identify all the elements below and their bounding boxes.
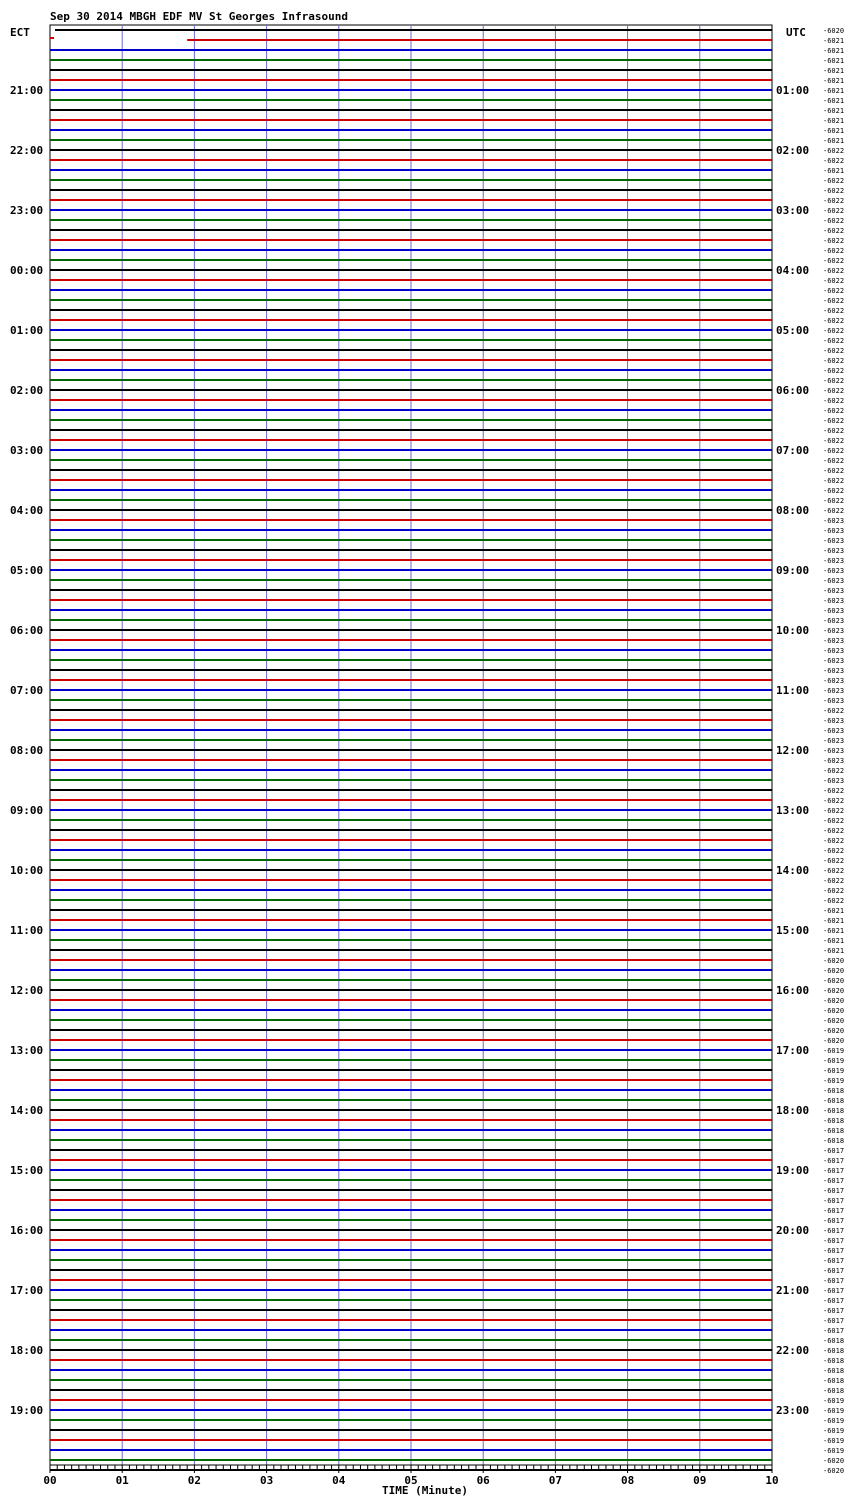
trace-offset-label: -6021 xyxy=(823,947,845,955)
trace-offset-label: -6018 xyxy=(823,1107,845,1115)
right-hour-label: 16:00 xyxy=(776,984,810,997)
right-hour-label: 03:00 xyxy=(776,204,810,217)
left-hour-label: 00:00 xyxy=(10,264,44,277)
trace-offset-label: -6023 xyxy=(823,697,845,705)
trace-offset-label: -6020 xyxy=(823,1037,845,1045)
trace-offset-label: -6022 xyxy=(823,837,845,845)
trace-offset-label: -6022 xyxy=(823,427,845,435)
trace-offset-label: -6022 xyxy=(823,177,845,185)
trace-offset-label: -6018 xyxy=(823,1367,845,1375)
left-hour-label: 21:00 xyxy=(10,84,44,97)
trace-offset-label: -6023 xyxy=(823,627,845,635)
trace-offset-label: -6018 xyxy=(823,1357,845,1365)
trace-offset-label: -6021 xyxy=(823,137,845,145)
x-tick-label: 04 xyxy=(332,1474,346,1487)
left-hour-label: 22:00 xyxy=(10,144,44,157)
x-tick-label: 03 xyxy=(259,1474,274,1487)
trace-offset-label: -6018 xyxy=(823,1337,845,1345)
trace-offset-label: -6022 xyxy=(823,867,845,875)
left-hour-label: 11:00 xyxy=(10,924,44,937)
trace-offset-label: -6022 xyxy=(823,767,845,775)
trace-offset-label: -6018 xyxy=(823,1127,845,1135)
trace-offset-label: -6022 xyxy=(823,487,845,495)
trace-offset-label: -6023 xyxy=(823,567,845,575)
trace-offset-label: -6017 xyxy=(823,1167,845,1175)
trace-offset-label: -6023 xyxy=(823,737,845,745)
trace-offset-label: -6021 xyxy=(823,57,845,65)
right-hour-label: 09:00 xyxy=(776,564,810,577)
trace-offset-label: -6017 xyxy=(823,1287,845,1295)
trace-offset-label: -6021 xyxy=(823,87,845,95)
trace-offset-label: -6022 xyxy=(823,287,845,295)
trace-offset-label: -6022 xyxy=(823,457,845,465)
trace-offset-label: -6021 xyxy=(823,117,845,125)
trace-offset-label: -6022 xyxy=(823,447,845,455)
trace-offset-label: -6019 xyxy=(823,1437,845,1445)
trace-offset-label: -6019 xyxy=(823,1067,845,1075)
trace-offset-label: -6023 xyxy=(823,597,845,605)
trace-offset-label: -6021 xyxy=(823,167,845,175)
trace-offset-label: -6022 xyxy=(823,367,845,375)
right-hour-label: 14:00 xyxy=(776,864,810,877)
right-hour-label: 12:00 xyxy=(776,744,810,757)
trace-offset-label: -6023 xyxy=(823,517,845,525)
trace-offset-label: -6023 xyxy=(823,617,845,625)
trace-offset-label: -6022 xyxy=(823,877,845,885)
trace-offset-label: -6022 xyxy=(823,787,845,795)
left-hour-label: 16:00 xyxy=(10,1224,44,1237)
trace-offset-label: -6017 xyxy=(823,1217,845,1225)
trace-offset-label: -6021 xyxy=(823,907,845,915)
trace-offset-label: -6023 xyxy=(823,717,845,725)
trace-offset-label: -6022 xyxy=(823,507,845,515)
trace-offset-label: -6022 xyxy=(823,887,845,895)
trace-offset-label: -6020 xyxy=(823,27,845,35)
trace-offset-label: -6017 xyxy=(823,1237,845,1245)
x-tick-label: 01 xyxy=(115,1474,129,1487)
x-tick-label: 09 xyxy=(693,1474,707,1487)
trace-offset-label: -6018 xyxy=(823,1387,845,1395)
trace-offset-label: -6017 xyxy=(823,1157,845,1165)
trace-offset-label: -6022 xyxy=(823,807,845,815)
left-hour-label: 09:00 xyxy=(10,804,44,817)
trace-offset-label: -6017 xyxy=(823,1197,845,1205)
trace-offset-label: -6019 xyxy=(823,1417,845,1425)
trace-offset-label: -6021 xyxy=(823,127,845,135)
x-tick-label: 00 xyxy=(43,1474,57,1487)
x-tick-label: 05 xyxy=(404,1474,418,1487)
trace-offset-label: -6017 xyxy=(823,1187,845,1195)
trace-offset-label: -6023 xyxy=(823,667,845,675)
x-tick-label: 07 xyxy=(548,1474,563,1487)
left-hour-label: 02:00 xyxy=(10,384,44,397)
trace-offset-label: -6022 xyxy=(823,417,845,425)
right-hour-label: 15:00 xyxy=(776,924,810,937)
trace-offset-label: -6023 xyxy=(823,777,845,785)
trace-offset-label: -6022 xyxy=(823,207,845,215)
trace-offset-label: -6020 xyxy=(823,967,845,975)
trace-offset-label: -6023 xyxy=(823,607,845,615)
right-hour-label: 10:00 xyxy=(776,624,810,637)
trace-offset-label: -6022 xyxy=(823,247,845,255)
trace-offset-label: -6017 xyxy=(823,1267,845,1275)
trace-offset-label: -6023 xyxy=(823,747,845,755)
trace-offset-label: -6023 xyxy=(823,527,845,535)
trace-offset-label: -6021 xyxy=(823,97,845,105)
right-hour-label: 13:00 xyxy=(776,804,810,817)
trace-offset-label: -6022 xyxy=(823,197,845,205)
trace-offset-label: -6021 xyxy=(823,107,845,115)
trace-offset-label: -6018 xyxy=(823,1087,845,1095)
trace-offset-label: -6021 xyxy=(823,37,845,45)
right-hour-label: 07:00 xyxy=(776,444,810,457)
trace-offset-label: -6022 xyxy=(823,317,845,325)
trace-offset-label: -6022 xyxy=(823,707,845,715)
trace-offset-label: -6023 xyxy=(823,757,845,765)
trace-offset-label: -6023 xyxy=(823,657,845,665)
trace-offset-label: -6018 xyxy=(823,1377,845,1385)
left-hour-label: 17:00 xyxy=(10,1284,44,1297)
x-tick-label: 10 xyxy=(765,1474,779,1487)
trace-offset-label: -6019 xyxy=(823,1397,845,1405)
right-hour-label: 11:00 xyxy=(776,684,810,697)
trace-offset-label: -6022 xyxy=(823,857,845,865)
trace-offset-label: -6022 xyxy=(823,267,845,275)
right-hour-label: 18:00 xyxy=(776,1104,810,1117)
trace-offset-label: -6022 xyxy=(823,157,845,165)
trace-offset-label: -6021 xyxy=(823,77,845,85)
trace-offset-label: -6022 xyxy=(823,297,845,305)
trace-offset-label: -6019 xyxy=(823,1407,845,1415)
left-hour-label: 05:00 xyxy=(10,564,44,577)
left-hour-label: 08:00 xyxy=(10,744,44,757)
trace-offset-label: -6017 xyxy=(823,1177,845,1185)
trace-offset-label: -6017 xyxy=(823,1247,845,1255)
trace-offset-label: -6019 xyxy=(823,1077,845,1085)
right-hour-label: 22:00 xyxy=(776,1344,810,1357)
right-hour-label: 19:00 xyxy=(776,1164,810,1177)
trace-offset-label: -6022 xyxy=(823,237,845,245)
trace-offset-label: -6023 xyxy=(823,727,845,735)
trace-offset-label: -6023 xyxy=(823,547,845,555)
left-hour-label: 13:00 xyxy=(10,1044,44,1057)
trace-offset-label: -6020 xyxy=(823,997,845,1005)
trace-offset-label: -6017 xyxy=(823,1317,845,1325)
left-hour-label: 04:00 xyxy=(10,504,44,517)
trace-offset-label: -6021 xyxy=(823,917,845,925)
left-hour-label: 14:00 xyxy=(10,1104,44,1117)
trace-offset-label: -6023 xyxy=(823,637,845,645)
trace-offset-label: -6021 xyxy=(823,937,845,945)
x-tick-label: 08 xyxy=(620,1474,635,1487)
trace-offset-label: -6017 xyxy=(823,1147,845,1155)
trace-offset-label: -6022 xyxy=(823,277,845,285)
trace-offset-label: -6023 xyxy=(823,587,845,595)
trace-offset-label: -6022 xyxy=(823,307,845,315)
left-hour-label: 23:00 xyxy=(10,204,44,217)
trace-offset-label: -6021 xyxy=(823,67,845,75)
right-hour-label: 21:00 xyxy=(776,1284,810,1297)
trace-offset-label: -6022 xyxy=(823,497,845,505)
trace-offset-label: -6019 xyxy=(823,1427,845,1435)
left-hour-label: 15:00 xyxy=(10,1164,44,1177)
right-hour-label: 20:00 xyxy=(776,1224,810,1237)
right-hour-label: 04:00 xyxy=(776,264,810,277)
trace-offset-label: -6020 xyxy=(823,1017,845,1025)
trace-offset-label: -6020 xyxy=(823,1007,845,1015)
trace-offset-label: -6022 xyxy=(823,377,845,385)
trace-offset-label: -6020 xyxy=(823,1027,845,1035)
trace-offset-label: -6022 xyxy=(823,257,845,265)
trace-offset-label: -6020 xyxy=(823,977,845,985)
trace-offset-label: -6017 xyxy=(823,1307,845,1315)
trace-offset-label: -6022 xyxy=(823,227,845,235)
right-hour-label: 06:00 xyxy=(776,384,810,397)
trace-offset-label: -6022 xyxy=(823,327,845,335)
right-hour-label: 02:00 xyxy=(776,144,810,157)
right-hour-label: 05:00 xyxy=(776,324,810,337)
left-hour-label: 10:00 xyxy=(10,864,44,877)
trace-offset-label: -6019 xyxy=(823,1057,845,1065)
right-hour-label: 01:00 xyxy=(776,84,810,97)
trace-offset-label: -6023 xyxy=(823,557,845,565)
right-hour-label: 23:00 xyxy=(776,1404,810,1417)
trace-offset-label: -6017 xyxy=(823,1297,845,1305)
trace-offset-label: -6023 xyxy=(823,677,845,685)
right-timezone-label: UTC xyxy=(786,26,806,39)
trace-offset-label: -6022 xyxy=(823,357,845,365)
trace-offset-label: -6022 xyxy=(823,437,845,445)
x-axis-label: TIME (Minute) xyxy=(381,1484,469,1497)
trace-offset-label: -6018 xyxy=(823,1347,845,1355)
trace-offset-label: -6022 xyxy=(823,817,845,825)
x-tick-label: 02 xyxy=(187,1474,202,1487)
left-hour-label: 07:00 xyxy=(10,684,44,697)
trace-offset-label: -6022 xyxy=(823,477,845,485)
trace-offset-label: -6022 xyxy=(823,387,845,395)
chart-title: Sep 30 2014 MBGH EDF MV St Georges Infrasound xyxy=(50,10,349,23)
left-hour-label: 03:00 xyxy=(10,444,44,457)
trace-offset-label: -6018 xyxy=(823,1097,845,1105)
trace-offset-label: -6022 xyxy=(823,797,845,805)
trace-offset-label: -6020 xyxy=(823,957,845,965)
trace-offset-label: -6017 xyxy=(823,1327,845,1335)
left-hour-label: 12:00 xyxy=(10,984,44,997)
trace-offset-label: -6022 xyxy=(823,847,845,855)
trace-offset-label: -6021 xyxy=(823,47,845,55)
trace-offset-label: -6020 xyxy=(823,1457,845,1465)
trace-offset-label: -6020 xyxy=(823,987,845,995)
trace-offset-label: -6022 xyxy=(823,827,845,835)
trace-offset-label: -6017 xyxy=(823,1257,845,1265)
trace-offset-label: -6021 xyxy=(823,927,845,935)
trace-offset-label: -6017 xyxy=(823,1277,845,1285)
trace-offset-label: -6022 xyxy=(823,397,845,405)
left-hour-label: 06:00 xyxy=(10,624,44,637)
trace-offset-label: -6022 xyxy=(823,897,845,905)
trace-offset-label: -6023 xyxy=(823,647,845,655)
x-tick-label: 06 xyxy=(476,1474,490,1487)
trace-offset-label: -6020 xyxy=(823,1467,845,1475)
left-timezone-label: ECT xyxy=(10,26,30,39)
trace-offset-label: -6017 xyxy=(823,1227,845,1235)
trace-offset-label: -6022 xyxy=(823,407,845,415)
trace-offset-label: -6022 xyxy=(823,347,845,355)
trace-offset-label: -6018 xyxy=(823,1117,845,1125)
trace-offset-label: -6022 xyxy=(823,217,845,225)
trace-offset-labels xyxy=(823,27,844,1475)
left-hour-label: 18:00 xyxy=(10,1344,44,1357)
trace-offset-label: -6022 xyxy=(823,187,845,195)
trace-offset-label: -6022 xyxy=(823,147,845,155)
trace-offset-label: -6018 xyxy=(823,1137,845,1145)
left-hour-label: 19:00 xyxy=(10,1404,44,1417)
trace-offset-label: -6017 xyxy=(823,1207,845,1215)
trace-offset-label: -6022 xyxy=(823,337,845,345)
trace-offset-label: -6022 xyxy=(823,467,845,475)
trace-offset-label: -6023 xyxy=(823,577,845,585)
right-hour-label: 17:00 xyxy=(776,1044,810,1057)
trace-offset-label: -6023 xyxy=(823,687,845,695)
right-hour-label: 08:00 xyxy=(776,504,810,517)
trace-offset-label: -6019 xyxy=(823,1047,845,1055)
trace-offset-label: -6023 xyxy=(823,537,845,545)
trace-offset-label: -6019 xyxy=(823,1447,845,1455)
left-hour-label: 01:00 xyxy=(10,324,44,337)
